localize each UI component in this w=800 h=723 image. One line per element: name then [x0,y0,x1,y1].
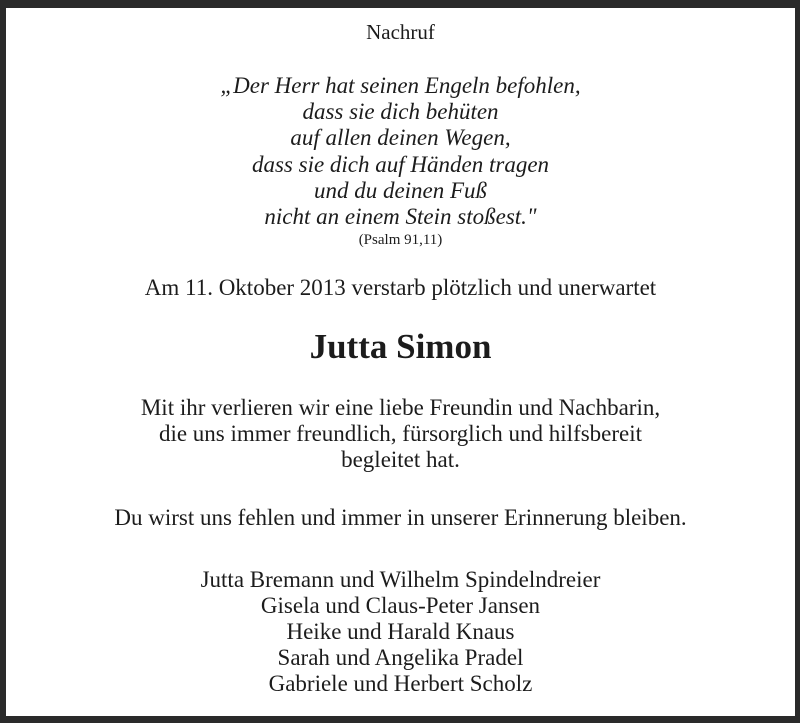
quote-line: und du deinen Fuß [313,178,488,203]
mourner: Heike und Harald Knaus [286,619,515,644]
mourner: Gisela und Claus-Peter Jansen [260,593,541,618]
obituary-notice [6,8,795,716]
quote-line: auf allen deinen Wegen, [290,125,511,150]
quote-source: (Psalm 91,11) [358,232,443,248]
notice-title: Nachruf [366,20,435,44]
deceased-name: Jutta Simon [309,327,492,366]
tribute-line: begleitet hat. [341,447,460,472]
mourner: Sarah und Angelika Pradel [277,645,524,670]
mourner: Jutta Bremann und Wilhelm Spindelndreier [200,567,601,592]
closing-line: Du wirst uns fehlen und immer in unserer Erinnerung bleiben. [114,505,687,530]
mourner: Gabriele und Herbert Scholz [268,671,533,696]
quote-line: dass sie dich behüten [302,99,499,124]
death-announcement: Am 11. Oktober 2013 verstarb plötzlich und unerwartet [144,275,657,300]
quote-line: „Der Herr hat seinen Engeln befohlen, [220,73,581,98]
quote-line: dass sie dich auf Händen tragen [251,152,550,177]
tribute-line: Mit ihr verlieren wir eine liebe Freundin und Nachbarin, [140,395,661,420]
tribute-line: die uns immer freundlich, fürsorglich und hilfsbereit [158,421,643,446]
quote-line: nicht an einem Stein stoßest." [264,204,537,229]
